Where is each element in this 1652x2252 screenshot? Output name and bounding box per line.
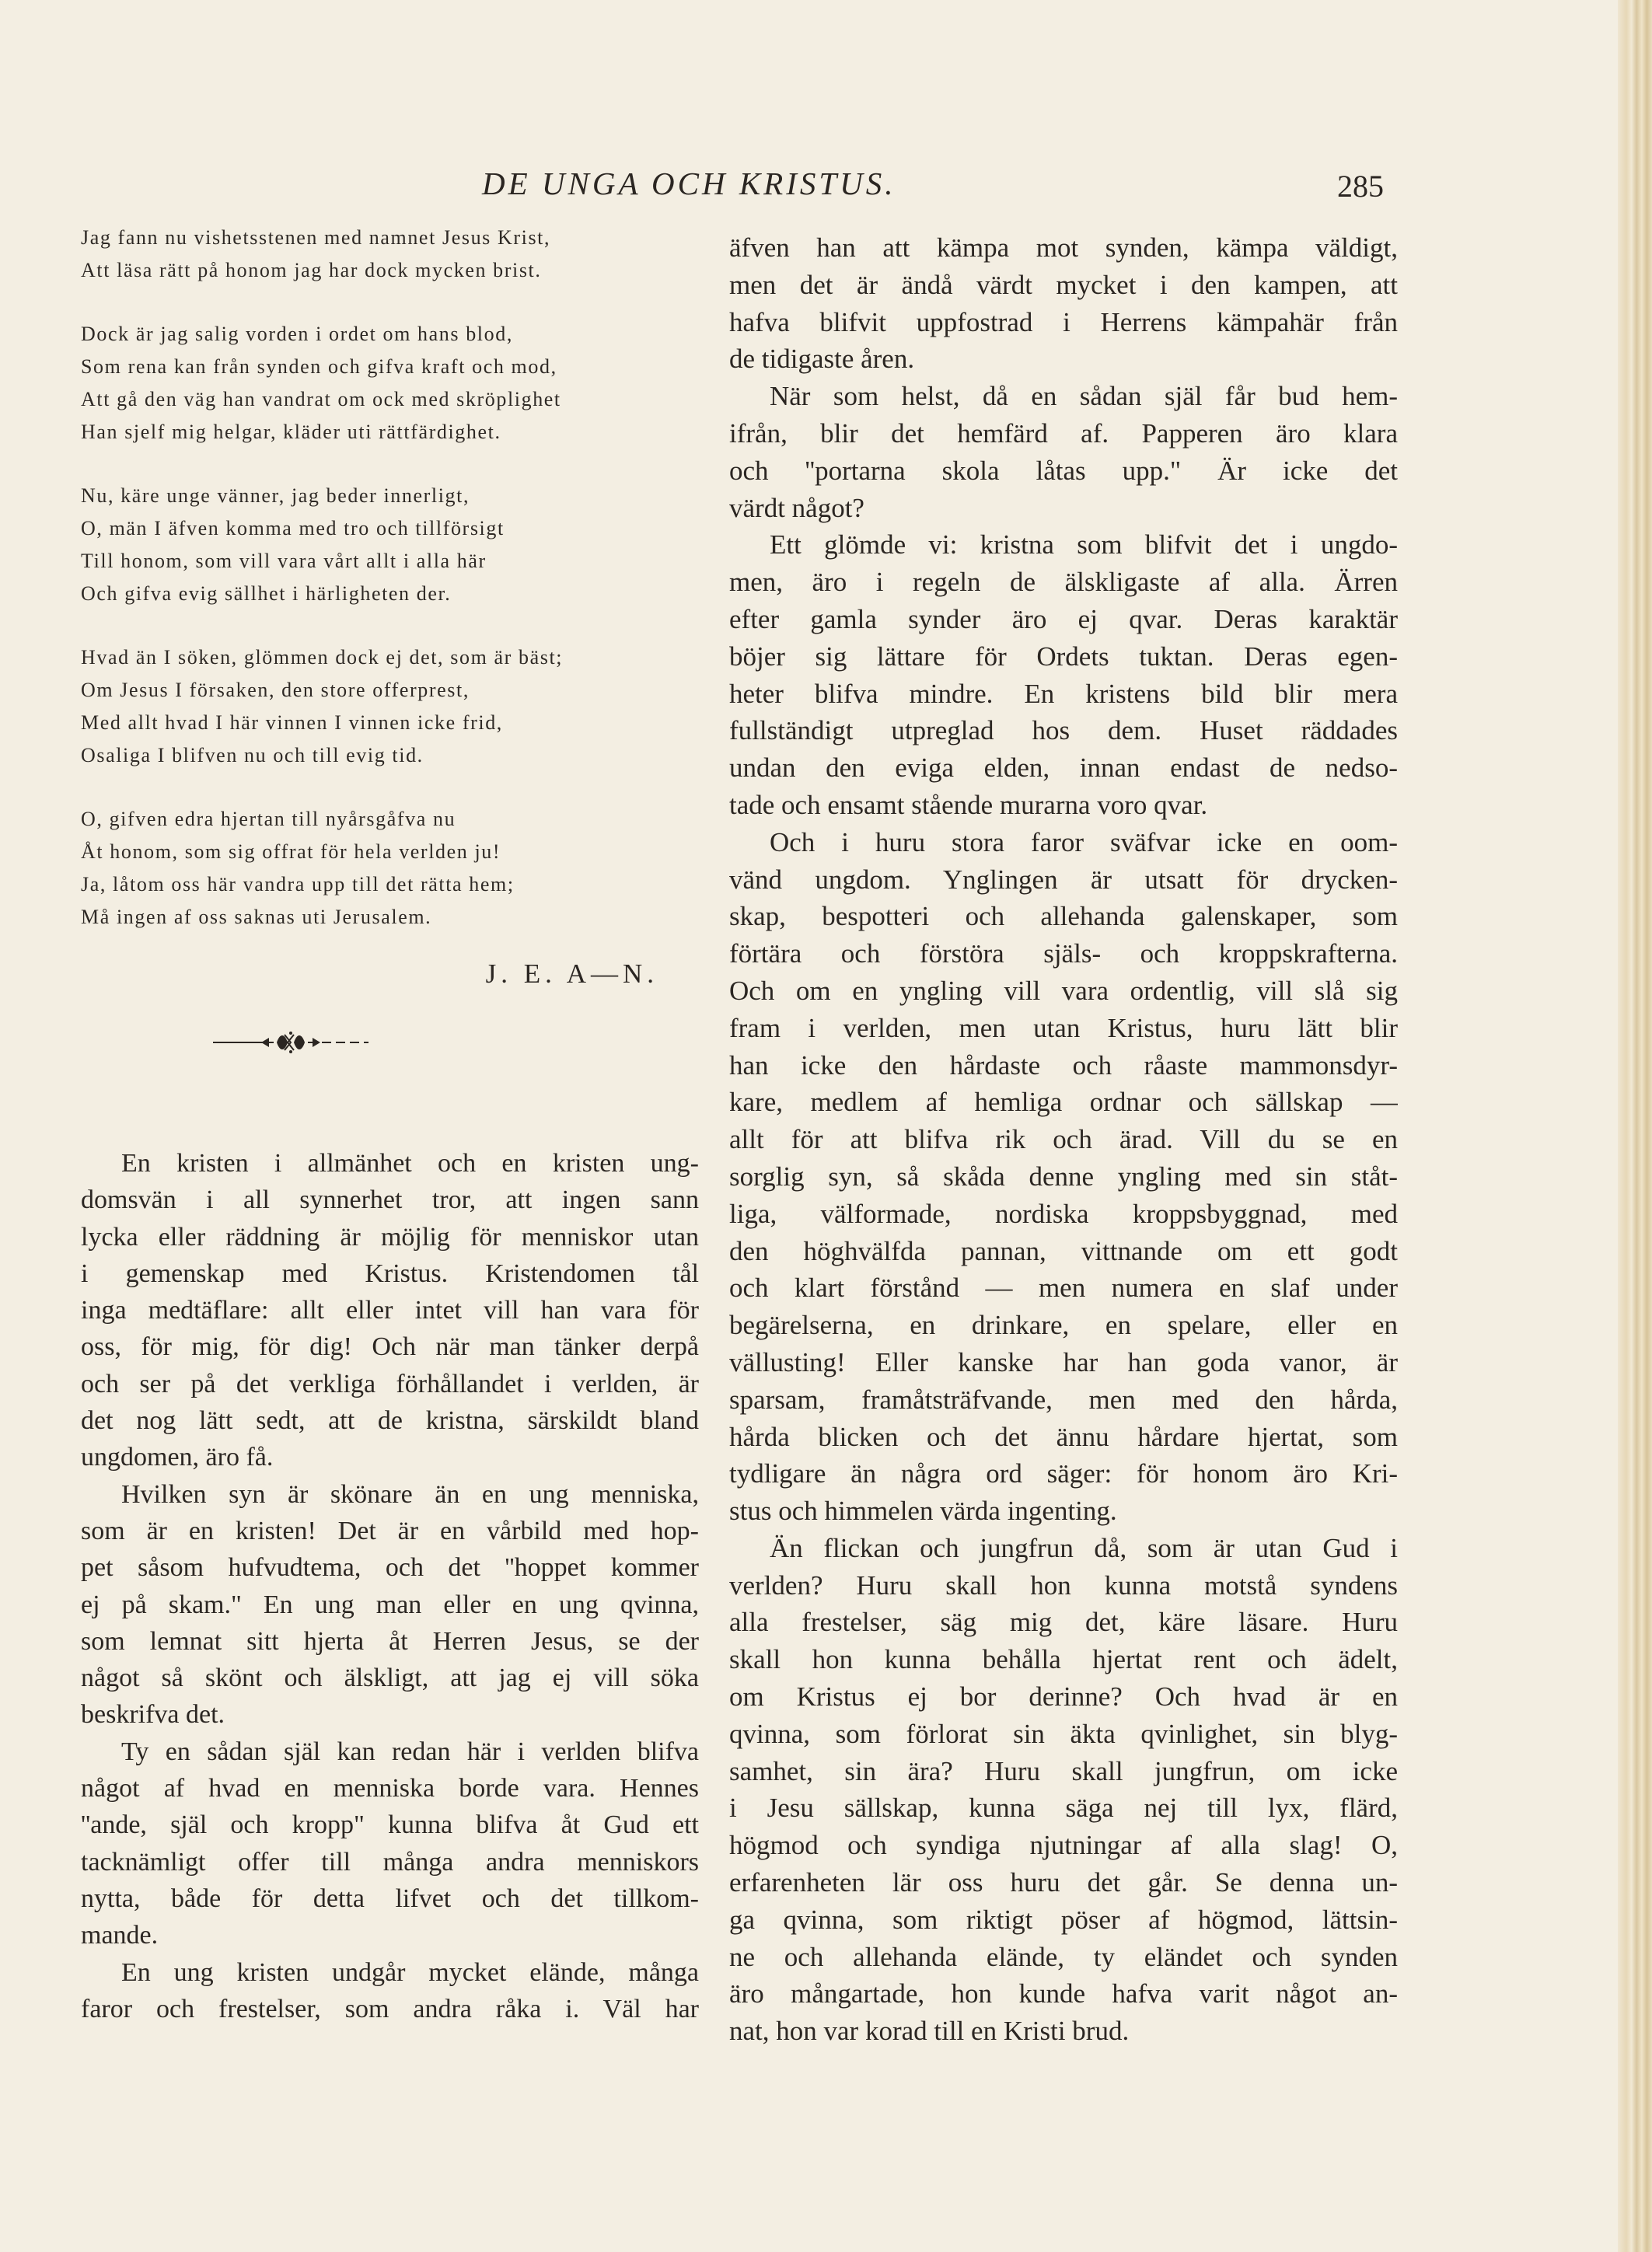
text-line: fram i verlden, men utan Kristus, huru lätt blir	[729, 1012, 1398, 1043]
text-line: Ty en sådan själ kan redan här i verlden blifva	[121, 1737, 699, 1766]
text-line: sorglig syn, så skåda denne yngling med sin ståt-	[729, 1161, 1398, 1192]
poem-line: Åt honom, som sig offrat för hela verlden ju!	[81, 840, 501, 863]
page-header	[0, 165, 1415, 211]
text-line: erfarenheten lär oss huru det går. Se denna un-	[729, 1867, 1398, 1898]
text-line: ne och allehanda elände, ty eländet och synden	[729, 1941, 1398, 1972]
text-line: äfven han att kämpa mot synden, kämpa väldigt,	[729, 232, 1398, 263]
text-line: oss, för mig, för dig! Och när man tänker derpå	[81, 1332, 699, 1362]
text-line: och klart förstånd — men numera en slaf under	[729, 1273, 1398, 1304]
poem-stanza	[81, 480, 699, 610]
text-line: fullständigt utpreglad hos dem. Huset räddades	[729, 715, 1398, 746]
text-line: En kristen i allmänhet och en kristen ung-	[121, 1149, 699, 1178]
text-line: förtära och förstöra själs- och kroppskrafterna.	[729, 938, 1398, 969]
text-line: högmod och syndiga njutningar af alla slag! O,	[729, 1830, 1398, 1861]
text-line: något så skönt och älskligt, att jag ej vill söka	[81, 1664, 699, 1693]
text-line: tade och ensamt stående murarna voro qvar.	[729, 789, 1208, 820]
text-line: beskrifva det.	[81, 1700, 225, 1730]
poem-line: Han sjelf mig helgar, kläder uti rättfärdighet.	[81, 421, 501, 443]
poem-line: Att gå den väg han vandrat om ock med skröplighet	[81, 388, 561, 410]
text-line: samhet, sin ära? Huru skall jungfrun, om icke	[729, 1755, 1398, 1786]
text-line: begärelserna, en drinkare, en spelare, eller en	[729, 1310, 1398, 1341]
text-line: skall hon kunna behålla hjertat rent och ädelt,	[729, 1644, 1398, 1675]
text-line: och ser på det verkliga förhållandet i verlden, är	[81, 1369, 699, 1398]
text-line: tydligare än några ord säger: för honom äro Kri-	[729, 1458, 1398, 1489]
text-line: heter blifva mindre. En kristens bild blir mera	[729, 678, 1398, 709]
right-column	[729, 229, 1398, 2050]
text-line: nytta, både för detta lifvet och det tillkom-	[81, 1884, 699, 1913]
text-line: nat, hon var korad till en Kristi brud.	[729, 2016, 1130, 2047]
text-line: Hvilken syn är skönare än en ung menniska,	[121, 1479, 699, 1509]
text-line: Och i huru stora faror sväfvar icke en oom-	[770, 826, 1398, 857]
text-line: undan den eviga elden, innan endast de nedso-	[729, 752, 1398, 784]
text-line: faror och frestelser, som andra råka i. Väl har	[81, 1994, 699, 2023]
text-line: pet såsom hufvudtema, och det ''hoppet kommer	[81, 1553, 699, 1583]
text-line: mande.	[81, 1921, 159, 1950]
text-line: När som helst, då en sådan själ får bud hem-	[770, 381, 1398, 412]
text-line: som lemnat sitt hjerta åt Herren Jesus, se der	[81, 1626, 699, 1656]
text-line: som är en kristen! Det är en vårbild med hop-	[81, 1516, 699, 1545]
text-line: ungdomen, äro få.	[81, 1443, 274, 1472]
poem-line: Att läsa rätt på honom jag har dock mycken brist.	[81, 259, 542, 281]
text-line: skap, bespotteri och allehanda galenskaper, som	[729, 901, 1398, 932]
text-line: i gemenskap med Kristus. Kristendomen tål	[81, 1259, 699, 1288]
text-line: Ett glömde vi: kristna som blifvit det i ungdo-	[770, 529, 1398, 560]
text-line: efter gamla synder äro ej qvar. Deras karaktär	[729, 603, 1398, 634]
poem-line: Dock är jag salig vorden i ordet om hans blod,	[81, 323, 513, 345]
poem-signature: J. E. A—N.	[485, 958, 658, 989]
poem-line: O, män I äfven komma med tro och tillförsigt	[81, 517, 505, 539]
text-line: men, äro i regeln de älskligaste af alla. Ärren	[729, 567, 1398, 598]
text-line: kare, medlem af hemliga ordnar och sällskap —	[729, 1087, 1398, 1118]
text-line: sparsam, framåtsträfvande, men med den hårda,	[729, 1384, 1398, 1415]
text-line: ''ande, själ och kropp" kunna blifva åt Gud ett	[81, 1810, 699, 1840]
text-line: verlden? Huru skall hon kunna motstå syndens	[729, 1569, 1398, 1601]
poem-line: Om Jesus I försaken, den store offerprest,	[81, 679, 470, 701]
poem-line: Osaliga I blifven nu och till evig tid.	[81, 744, 424, 766]
text-line: stus och himmelen värda ingenting.	[729, 1496, 1117, 1527]
text-line: hafva blifvit uppfostrad i Herrens kämpahär från	[729, 306, 1398, 337]
text-line: qvinna, som förlorat sin äkta qvinlighet, sin blyg-	[729, 1718, 1398, 1749]
left-prose	[81, 1145, 699, 2027]
text-line: allt för att blifva rik och ärad. Vill du se en	[729, 1124, 1398, 1155]
poem-line: Jag fann nu vishetsstenen med namnet Jesus Krist,	[81, 226, 551, 249]
poem	[81, 222, 699, 934]
text-line: En ung kristen undgår mycket elände, många	[121, 1957, 699, 1987]
poem-stanza	[81, 222, 699, 287]
text-line: om Kristus ej bor derinne? Och hvad är en	[729, 1681, 1398, 1713]
text-line: böjer sig lättare för Ordets tuktan. Deras egen-	[729, 641, 1398, 672]
text-line: lycka eller räddning är möjlig för menniskor utan	[81, 1222, 699, 1252]
text-line: vänd ungdom. Ynglingen är utsatt för drycken-	[729, 864, 1398, 895]
book-binding-edge	[1618, 0, 1652, 2252]
text-line: tacknämligt offer till många andra menniskors	[81, 1847, 699, 1877]
poem-line: O, gifven edra hjertan till nyårsgåfva nu	[81, 808, 456, 830]
text-line: alla frestelser, säg mig det, käre läsare. Huru	[729, 1607, 1398, 1638]
text-line: äro mångartade, hon kunde hafva varit något an-	[729, 1978, 1398, 2009]
text-line: Än flickan och jungfrun då, som är utan Gud i	[770, 1532, 1398, 1563]
poem-stanza	[81, 641, 699, 772]
left-column	[81, 222, 699, 2027]
text-line: värdt något?	[729, 492, 864, 523]
text-line: han icke den hårdaste och råaste mammonsdyr-	[729, 1049, 1398, 1081]
text-line: men det är ändå värdt mycket i den kampen, att	[729, 269, 1398, 300]
text-line: domsvän i all synnerhet tror, att ingen sann	[81, 1185, 699, 1215]
poem-line: Och gifva evig sällhet i härligheten der.	[81, 582, 452, 605]
text-line: den höghvälfda pannan, vittnande om ett godt	[729, 1235, 1398, 1266]
poem-stanza	[81, 318, 699, 449]
poem-stanza	[81, 803, 699, 934]
poem-line: Ja, låtom oss här vandra upp till det rätta hem;	[81, 873, 515, 896]
text-line: inga medtäflare: allt eller intet vill han vara för	[81, 1296, 699, 1325]
text-line: ga qvinna, som riktigt pöser af högmod, lättsin-	[729, 1904, 1398, 1935]
text-line: Och om en yngling vill vara ordentlig, vill slå sig	[729, 975, 1398, 1006]
poem-line: Till honom, som vill vara vårt allt i alla här	[81, 550, 487, 572]
poem-line: Må ingen af oss saknas uti Jerusalem.	[81, 906, 432, 928]
text-line: liga, välformade, nordiska kroppsbyggnad, med	[729, 1198, 1398, 1229]
poem-line: Nu, käre unge vänner, jag beder innerligt,	[81, 484, 470, 507]
poem-line: Med allt hvad I här vinnen I vinnen icke frid,	[81, 711, 503, 734]
text-line: ej på skam." En ung man eller en ung qvinna,	[81, 1590, 699, 1619]
text-line: hårda blicken och det ännu hårdare hjertat, som	[729, 1421, 1398, 1452]
text-line: det nog lätt sedt, att de kristna, särskildt bland	[81, 1406, 699, 1436]
page-number: 285	[1337, 169, 1384, 204]
text-line: vällusting! Eller kanske har han goda vanor, är	[729, 1346, 1398, 1377]
poem-line: Som rena kan från synden och gifva kraft och mod,	[81, 355, 557, 378]
running-title: DE UNGA OCH KRISTUS.	[482, 166, 896, 201]
text-line: i Jesu sällskap, kunna säga nej till lyx, flärd,	[729, 1793, 1398, 1824]
poem-line: Hvad än I söken, glömmen dock ej det, som är bäst;	[81, 646, 564, 669]
text-line: något af hvad en menniska borde vara. Hennes	[81, 1774, 699, 1803]
text-line: de tidigaste åren.	[729, 344, 915, 375]
text-line: och ''portarna skola låtas upp." Är icke det	[729, 455, 1398, 486]
fleuron-divider-icon	[81, 1027, 699, 1066]
text-line: ifrån, blir det hemfärd af. Papperen äro klara	[729, 417, 1398, 449]
